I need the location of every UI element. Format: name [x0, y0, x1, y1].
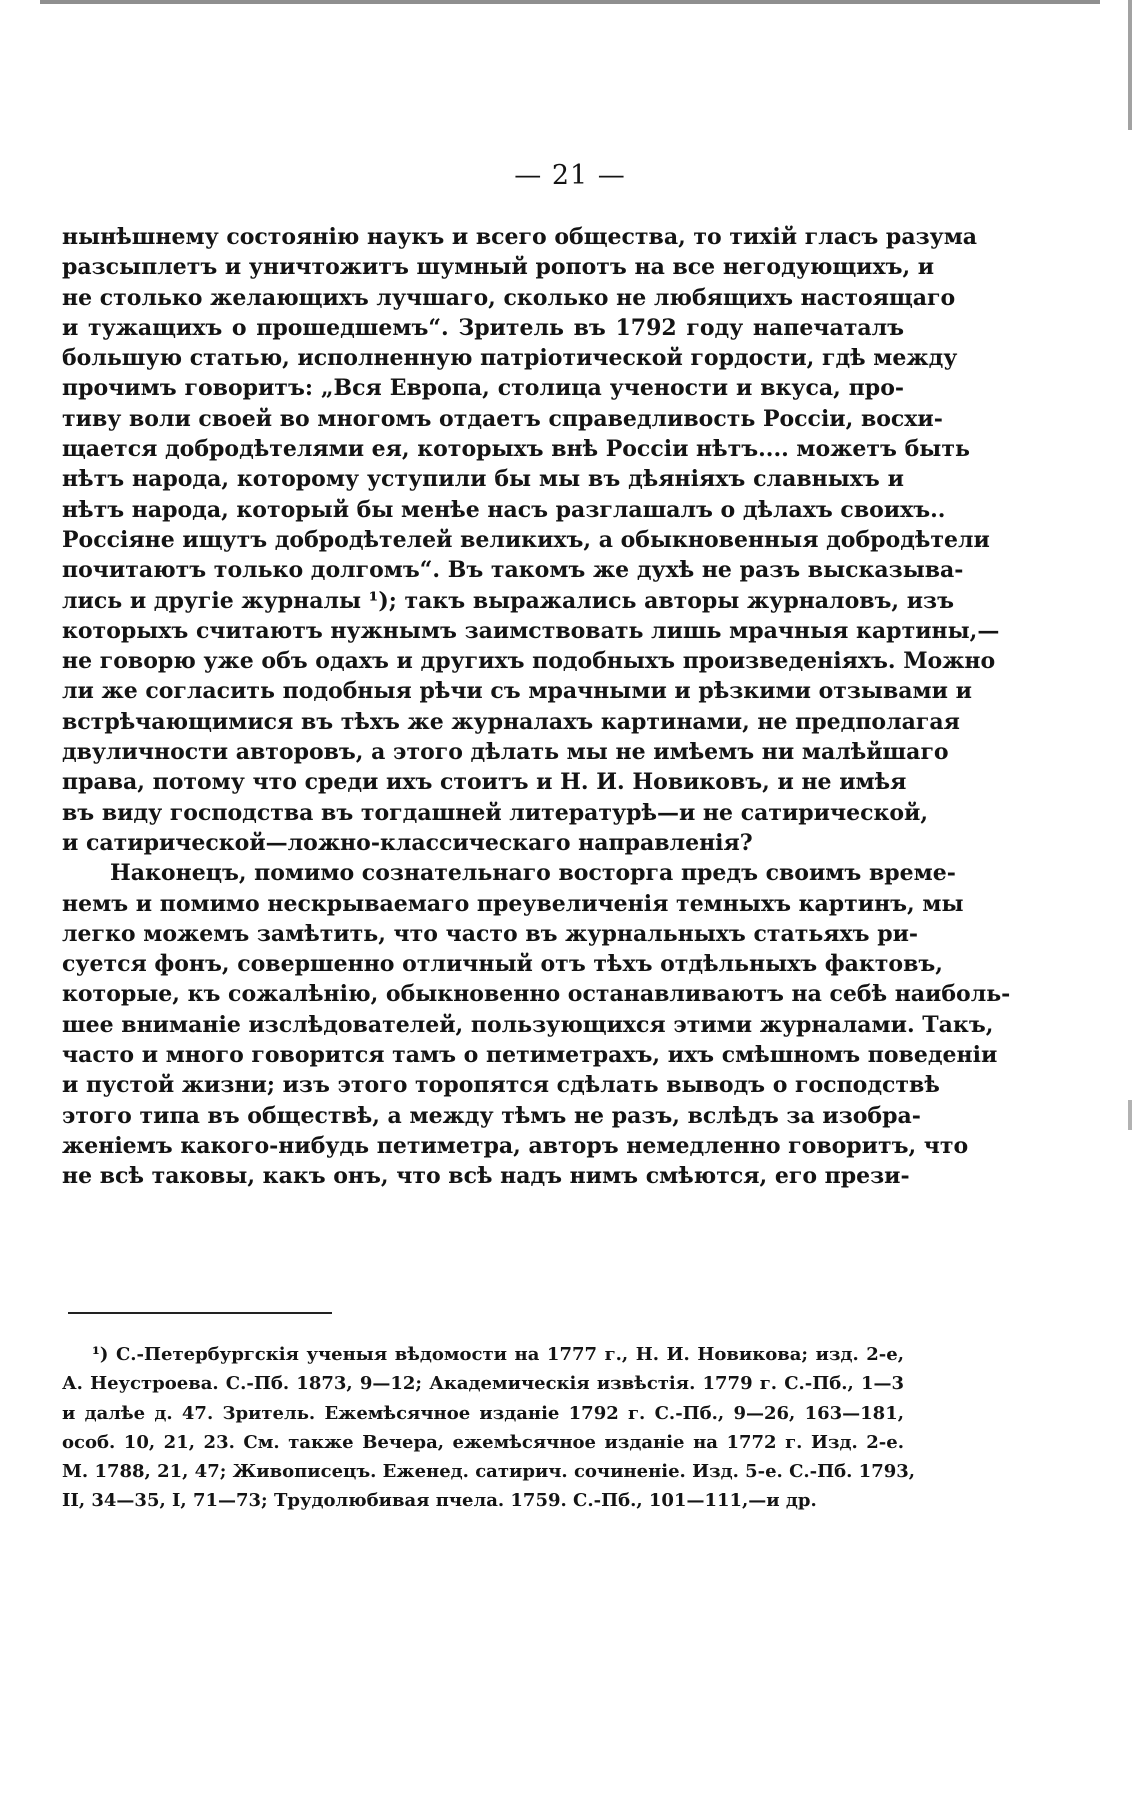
text-line: ли же согласить подобныя рѣчи съ мрачными и рѣзкими отзывами и: [62, 678, 972, 705]
text-line: этого типа въ обществѣ, а между тѣмъ не разъ, вслѣдъ за изобра-: [62, 1102, 921, 1129]
footnote-line: особ. 10, 21, 23. См. также Вечера, ежемѣсячное изданіе на 1772 г. Изд. 2-е.: [62, 1431, 904, 1453]
text-line: женіемъ какого-нибудь петиметра, авторъ немедленно говоритъ, что: [62, 1132, 969, 1159]
page-number: — 21 —: [514, 160, 626, 191]
text-line: права, потому что среди ихъ стоитъ и Н. И. Новиковъ, и не имѣя: [62, 769, 907, 796]
text-line: часто и много говорится тамъ о петиметрахъ, ихъ смѣшномъ поведеніи: [62, 1042, 998, 1069]
text-line: и пустой жизни; изъ этого торопятся сдѣлать выводъ о господствѣ: [62, 1072, 940, 1099]
text-line: почитаютъ только долгомъ“. Въ такомъ же духѣ не разъ высказыва-: [62, 557, 964, 584]
body-text: [62, 222, 1011, 1192]
text-line: тиву воли своей во многомъ отдаетъ справедливость Россіи, восхи-: [62, 405, 943, 432]
scan-right-edge: [1128, 0, 1132, 1806]
scan-top-edge: [40, 0, 1100, 14]
text-line: Наконецъ, помимо сознательнаго восторга предъ своимъ време-: [110, 860, 956, 887]
text-line: встрѣчающимися въ тѣхъ же журналахъ картинами, не предполагая: [62, 708, 960, 735]
text-line: нѣтъ народа, которому уступили бы мы въ дѣяніяхъ славныхъ и: [62, 466, 904, 493]
text-line: нынѣшнему состоянію наукъ и всего общества, то тихій гласъ разума: [62, 224, 978, 250]
text-line: и тужащихъ о прошедшемъ“. Зритель въ 1792 году напечаталъ: [62, 314, 904, 341]
text-line: въ виду господства въ тогдашней литературѣ—и не сатирической,: [62, 799, 929, 826]
text-line: щается добродѣтелями ея, которыхъ внѣ Россіи нѣтъ.... можетъ быть: [62, 436, 970, 463]
text-line: лись и другіе журналы ¹); такъ выражались авторы журналовъ, изъ: [62, 587, 954, 614]
footnote-line: II, 34—35, I, 71—73; Трудолюбивая пчела. 1759. С.-Пб., 101—111,—и др.: [62, 1490, 817, 1512]
footnote-line: А. Неустроева. С.-Пб. 1873, 9—12; Академическія извѣстія. 1779 г. С.-Пб., 1—3: [62, 1373, 904, 1395]
text-line: немъ и помимо нескрываемаго преувеличенія темныхъ картинъ, мы: [62, 890, 964, 917]
text-line: и сатирической—ложно-классическаго направленія?: [62, 829, 753, 856]
footnote-line: ¹) С.-Петербургскія ученыя вѣдомости на 1777 г., Н. И. Новикова; изд. 2-е,: [92, 1344, 904, 1365]
text-line: разсыплетъ и уничтожитъ шумный ропотъ на все негодующихъ, и: [62, 254, 935, 281]
text-line: нѣтъ народа, который бы менѣе насъ разглашалъ о дѣлахъ своихъ..: [62, 496, 946, 523]
text-line: шее вниманіе изслѣдователей, пользующихся этими журналами. Такъ,: [62, 1011, 994, 1038]
text-line: которые, къ сожалѣнію, обыкновенно останавливаютъ на себѣ наиболь-: [62, 981, 1011, 1008]
footnote: [62, 1340, 916, 1516]
text-line: не говорю уже объ одахъ и другихъ подобныхъ произведеніяхъ. Можно: [62, 648, 996, 675]
text-line: Россіяне ищутъ добродѣтелей великихъ, а обыкновенныя добродѣтели: [62, 526, 990, 553]
text-line: не всѣ таковы, какъ онъ, что всѣ надъ нимъ смѣются, его прези-: [62, 1163, 910, 1190]
footnote-line: М. 1788, 21, 47; Живописецъ. Еженед. сатирич. сочиненіе. Изд. 5-е. С.-Пб. 1793,: [62, 1461, 916, 1483]
text-line: которыхъ считаютъ нужнымъ заимствовать лишь мрачныя картины,—: [62, 617, 1000, 644]
text-line: прочимъ говоритъ: „Вся Европа, столица учености и вкуса, про-: [62, 375, 904, 402]
text-line: суется фонъ, совершенно отличный отъ тѣхъ отдѣльныхъ фактовъ,: [62, 951, 943, 978]
text-line: двуличности авторовъ, а этого дѣлать мы не имѣемъ ни малѣйшаго: [62, 739, 949, 766]
footnote-line: и далѣе д. 47. Зритель. Ежемѣсячное изданіе 1792 г. С.-Пб., 9—26, 163—181,: [62, 1402, 904, 1424]
text-line: не столько желающихъ лучшаго, сколько не любящихъ настоящаго: [62, 284, 956, 311]
footnote-divider: [68, 1312, 332, 1314]
text-line: легко можемъ замѣтить, что часто въ журнальныхъ статьяхъ ри-: [62, 920, 919, 947]
text-line: большую статью, исполненную патріотической гордости, гдѣ между: [62, 345, 958, 372]
